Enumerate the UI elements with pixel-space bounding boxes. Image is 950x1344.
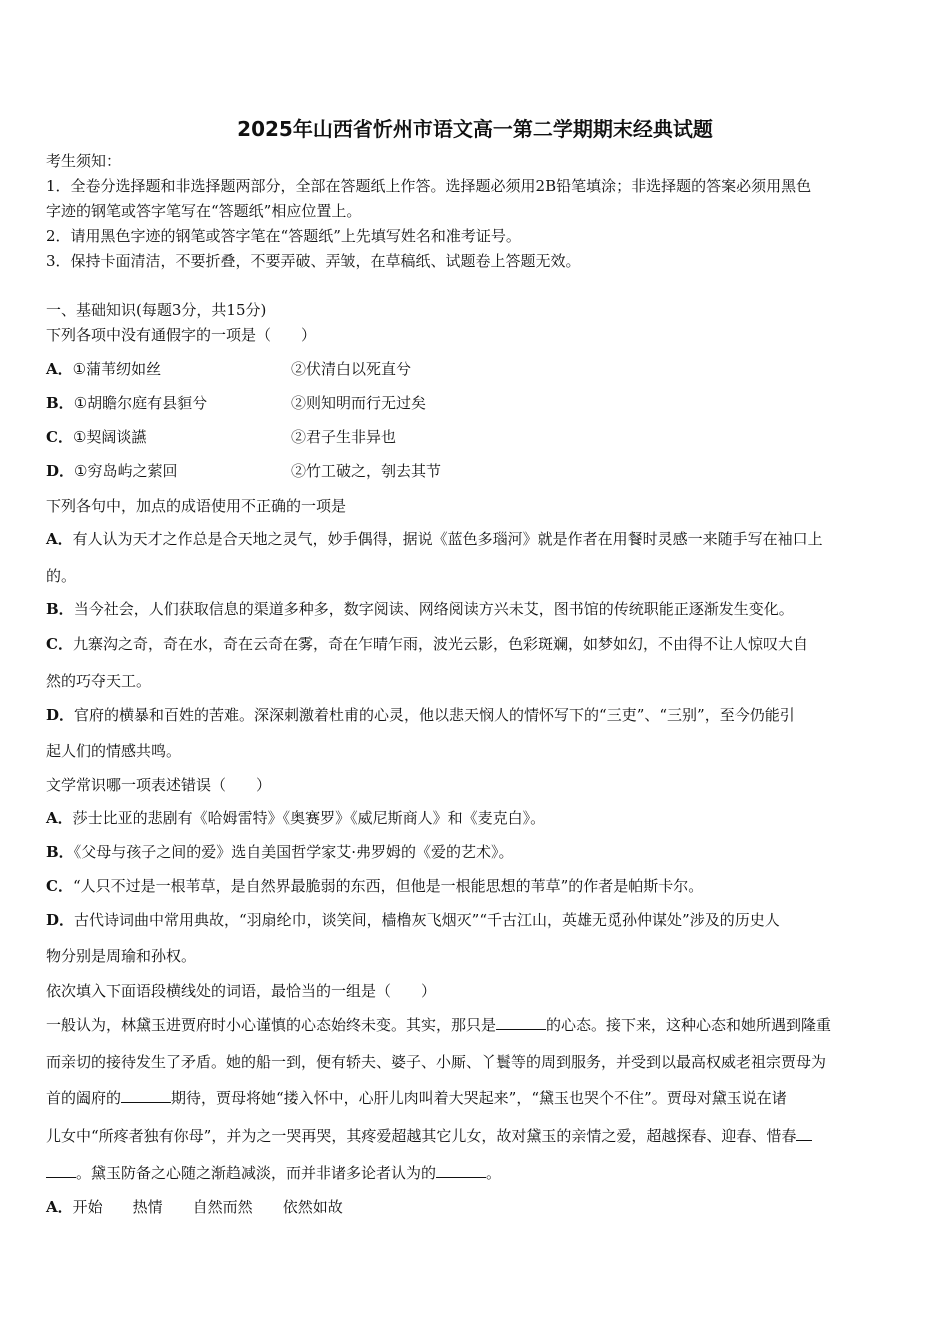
option-label: B． — [46, 394, 74, 412]
option-text: 莎士比亚的悲剧有《哈姆雷特》《奥赛罗》《威尼斯商人》和《麦克白》。 — [72, 809, 546, 827]
passage-line: 而亲切的接待发生了矛盾。她的船一到，便有轿夫、婆子、小厮、丫鬟等的周到服务，并受到以最高权威老祖宗贾母为 — [46, 1053, 827, 1071]
passage-text: 期待，贾母将她“搂入怀中，心肝儿肉叫着大哭起来”，“黛玉也哭个不住”。贾母对黛玉说在诸 — [171, 1089, 787, 1107]
passage-line — [46, 1015, 831, 1035]
option-word: 开始 — [72, 1198, 103, 1216]
passage-line — [46, 1163, 501, 1183]
option-label: A． — [46, 360, 73, 378]
option-a-line — [46, 529, 823, 549]
option-text: 官府的横暴和百姓的苦难。深深刺激着杜甫的心灵，他以悲天悯人的情怀写下的“三吏”、“三别”，至今仍能引 — [74, 706, 795, 724]
passage-text: 首的阖府的 — [46, 1089, 122, 1107]
option-c-line — [46, 876, 703, 896]
option-row-a — [46, 359, 412, 379]
option-text: 《父母与孩子之间的爱》选自美国哲学家艾·弗罗姆的《爱的艺术》。 — [73, 843, 514, 861]
fill-blank — [46, 1163, 76, 1178]
option-label: A． — [46, 530, 73, 548]
option-word: 自然而然 — [192, 1198, 253, 1216]
option-label: D． — [46, 462, 75, 480]
option-row-b — [46, 393, 427, 413]
option-d-cont: 物分别是周瑜和孙权。 — [46, 947, 197, 965]
option-label: D． — [46, 706, 75, 724]
notice-item-3: 3．保持卡面清洁，不要折叠，不要弄破、弄皱，在草稿纸、试题卷上答题无效。 — [46, 252, 581, 270]
option-text: 当今社会，人们获取信息的渠道多种多，数字阅读、网络阅读方兴未艾，图书馆的传统职能正逐渐发生变化。 — [73, 600, 794, 618]
option-text-2: ②君子生非异也 — [291, 428, 397, 446]
passage-line — [46, 1088, 787, 1108]
question-stem: 下列各句中，加点的成语使用不正确的一项是 — [46, 497, 347, 515]
option-row-d — [46, 461, 442, 481]
question-stem: 文学常识哪一项表述错误（ ） — [46, 776, 272, 794]
passage-text: 的心态。接下来，这种心态和她所遇到隆重 — [546, 1016, 832, 1034]
passage-text: 一般认为，林黛玉进贾府时小心谨慎的心态始终未变。其实，那只是 — [46, 1016, 497, 1034]
option-a-cont: 的。 — [46, 567, 77, 585]
option-word: 依然如故 — [282, 1198, 343, 1216]
option-a-line — [46, 808, 545, 828]
passage-text: 。黛玉防备之心随之渐趋减淡，而并非诸多论者认为的 — [76, 1164, 437, 1182]
page-title: 2025年山西省忻州市语文高一第二学期期末经典试题 — [237, 117, 713, 141]
question-stem: 下列各项中没有通假字的一项是（ ） — [46, 326, 317, 344]
option-text: ①穷岛屿之萦回 — [74, 462, 178, 480]
option-label: B． — [46, 843, 74, 861]
section-heading: 一、基础知识(每题3分，共15分) — [46, 301, 267, 319]
option-a-line — [46, 1197, 343, 1217]
fill-blank — [436, 1163, 486, 1178]
option-word: 热情 — [132, 1198, 163, 1216]
notice-item-1-cont: 字迹的钢笔或答字笔写在“答题纸”相应位置上。 — [46, 202, 362, 220]
option-text: 九寨沟之奇，奇在水，奇在云奇在雾，奇在乍晴乍雨，波光云影，色彩斑斓，如梦如幻，不由得不让人惊叹大自 — [72, 635, 808, 653]
passage-text: 。 — [486, 1164, 502, 1182]
option-label: C． — [46, 635, 73, 653]
option-c-line — [46, 634, 808, 654]
option-text: 有人认为天才之作总是合天地之灵气，妙手偶得，据说《蓝色多瑙河》就是作者在用餐时灵感一来随手写在袖口上 — [72, 530, 823, 548]
notice-item-1: 1．全卷分选择题和非选择题两部分，全部在答题纸上作答。选择题必须用2B铅笔填涂；非选择题的答案必须用黑色 — [46, 177, 812, 195]
option-text-2: ②则知明而行无过矣 — [291, 394, 427, 412]
option-label: A． — [46, 1198, 73, 1216]
option-label: D． — [46, 911, 75, 929]
option-b-line — [46, 599, 794, 619]
option-d-cont: 起人们的情感共鸣。 — [46, 742, 182, 760]
option-text: ①胡瞻尔庭有县貆兮 — [73, 394, 208, 412]
fill-blank — [496, 1015, 546, 1030]
option-c-cont: 然的巧夺天工。 — [46, 672, 152, 690]
option-text-2: ②竹工破之，刳去其节 — [291, 462, 442, 480]
option-text: ①契阔谈讌 — [72, 428, 147, 446]
option-label: C． — [46, 877, 73, 895]
fill-blank — [796, 1126, 812, 1141]
passage-line — [46, 1126, 812, 1146]
option-text: “人只不过是一根苇草，是自然界最脆弱的东西，但他是一根能思想的苇草”的作者是帕斯卡尔。 — [72, 877, 704, 895]
passage-text: 儿女中“所疼者独有你母”，并为之一哭再哭，其疼爱超越其它儿女，故对黛玉的亲情之爱，超越探春、迎春、惜春 — [46, 1127, 797, 1145]
notice-heading: 考生须知： — [46, 152, 122, 170]
notice-item-2: 2．请用黑色字迹的钢笔或答字笔在“答题纸”上先填写姓名和准考证号。 — [46, 227, 521, 245]
option-d-line — [46, 910, 780, 930]
option-d-line — [46, 705, 795, 725]
option-text: 古代诗词曲中常用典故，“羽扇纶巾，谈笑间，樯橹灰飞烟灭”“千古江山，英雄无觅孙仲谋处”涉及的历史人 — [74, 911, 780, 929]
option-label: B． — [46, 600, 74, 618]
question-stem: 依次填入下面语段横线处的词语，最恰当的一组是（ ） — [46, 982, 437, 1000]
option-label: C． — [46, 428, 73, 446]
option-b-line — [46, 842, 513, 862]
option-row-c — [46, 427, 397, 447]
option-label: A． — [46, 809, 73, 827]
option-text: ①蒲苇纫如丝 — [72, 360, 162, 378]
fill-blank — [121, 1088, 171, 1103]
option-text-2: ②伏清白以死直兮 — [291, 360, 412, 378]
